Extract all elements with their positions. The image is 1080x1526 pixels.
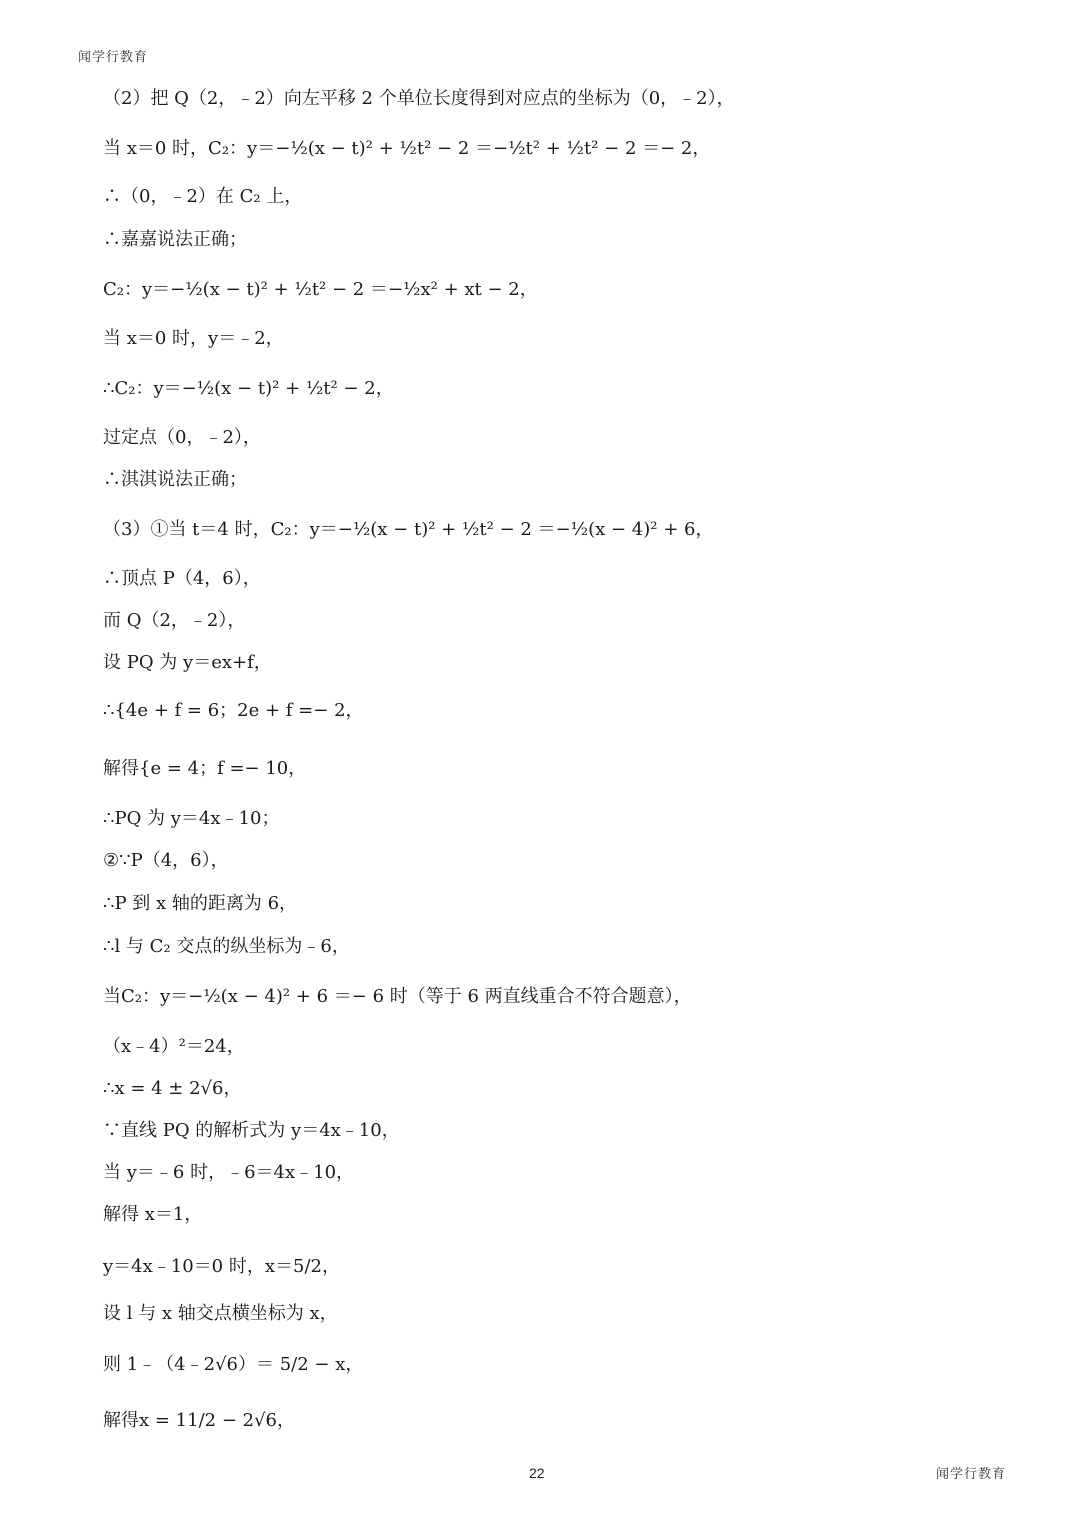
text-line: 过定点（0，﹣2）， [103,427,261,448]
text-line: 而 Q（2，﹣2）， [103,610,246,631]
equation-system: ∴{4e + f = 6；2e + f =− 2， [103,700,364,721]
text-line: ∵直线 PQ 的解析式为 y＝4x﹣10， [103,1120,400,1141]
footer-brand: 闻学行教育 [936,1467,1007,1482]
text-line: 则 1﹣（4﹣2√6）＝ 5/2 − x， [103,1354,364,1375]
text-line: ∴l 与 C₂ 交点的纵坐标为﹣6， [103,936,350,957]
text-line: 当 x＝0 时，y＝﹣2， [103,328,284,349]
text-line: 设 PQ 为 y＝ex+f， [103,652,272,673]
text-line: ∴x = 4 ± 2√6， [103,1078,242,1099]
text-line: 设 l 与 x 轴交点横坐标为 x， [103,1303,338,1324]
text-line: ∴嘉嘉说法正确； [103,229,247,250]
text-line: 解得 x＝1， [103,1204,203,1225]
text-line: ∴淇淇说法正确； [103,469,247,490]
text-line: y＝4x﹣10＝0 时，x＝5/2， [103,1256,340,1277]
text-line: ②∵P（4，6）， [103,850,229,871]
text-line: ∴顶点 P（4，6）， [103,568,261,589]
text-line: ∴C₂：y＝−½(x − t)² + ½t² − 2， [103,378,394,399]
page-number: 22 [529,1465,545,1481]
text-line: ∴PQ 为 y＝4x﹣10； [103,808,280,829]
text-line: 当 y＝﹣6 时，﹣6＝4x﹣10， [103,1162,355,1183]
text-line: 当C₂：y＝−½(x − 4)² + 6 ＝− 6 时（等于 6 两直线重合不符合题意）， [103,986,692,1007]
header-brand: 闻学行教育 [78,50,149,65]
text-line: 解得x = 11/2 − 2√6， [103,1410,295,1431]
text-line: ∴（0，﹣2）在 C₂ 上， [103,186,303,207]
text-line: 当 x＝0 时，C₂：y＝−½(x − t)² + ½t² − 2 ＝−½t² + ½t² − 2 ＝− 2， [103,138,711,159]
text-line: （3）①当 t＝4 时，C₂：y＝−½(x − t)² + ½t² − 2 ＝−½(x − 4)² + 6， [103,519,714,540]
text-line: （2）把 Q（2，﹣2）向左平移 2 个单位长度得到对应点的坐标为（0，﹣2）， [103,88,735,109]
text-line: （x﹣4）²＝24， [103,1036,245,1057]
text-line: ∴P 到 x 轴的距离为 6， [103,893,298,914]
equation-system: 解得{e = 4；f =− 10， [103,758,307,779]
text-line: C₂：y＝−½(x − t)² + ½t² − 2 ＝−½x² + xt − 2， [103,279,538,300]
